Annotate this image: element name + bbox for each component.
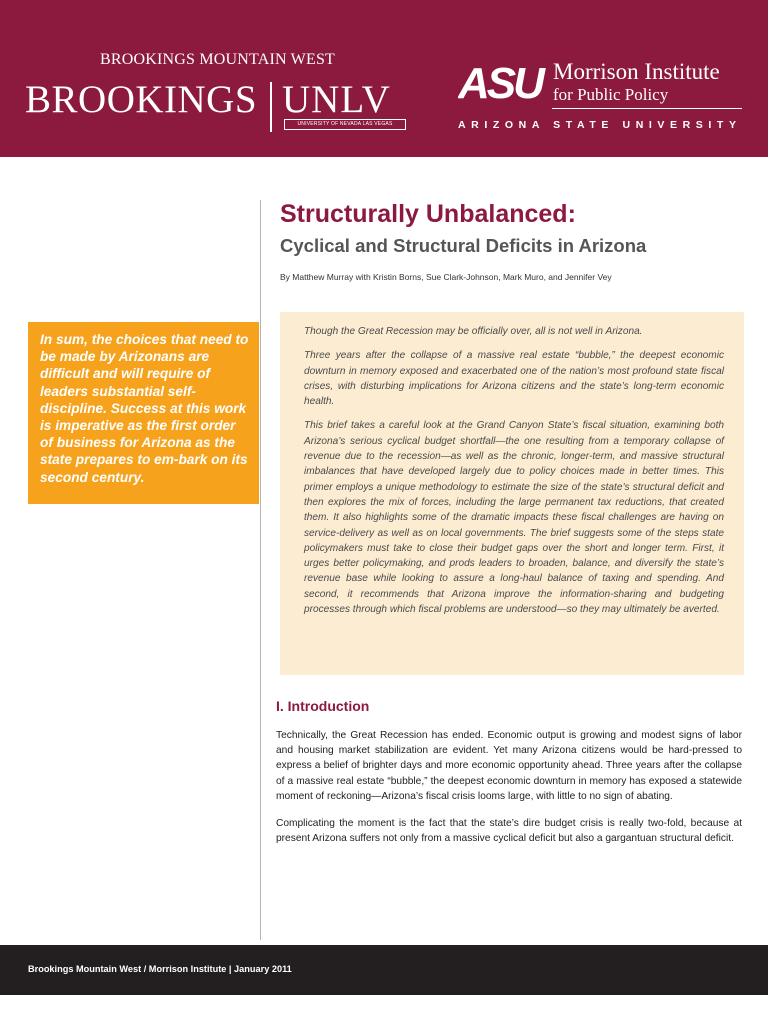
header-rule <box>552 108 742 109</box>
arizona-state-university-label: ARIZONA STATE UNIVERSITY <box>458 119 742 131</box>
page-subtitle: Cyclical and Structural Deficits in Arizona <box>280 235 647 256</box>
asu-logo-icon <box>458 60 546 104</box>
asu-logo-lettering: ASU <box>458 60 542 104</box>
introduction-body <box>276 728 742 858</box>
footer-citation: Brookings Mountain West / Morrison Institute | January 2011 <box>28 964 292 974</box>
morrison-institute-title: Morrison Institute <box>553 59 720 84</box>
brookings-logo-text: BROOKINGS <box>25 78 258 121</box>
author-byline: By Matthew Murray with Kristin Borns, Sue Clark-Johnson, Mark Muro, and Jennifer Vey <box>280 272 612 282</box>
unlv-subtitle: UNIVERSITY OF NEVADA LAS VEGAS <box>284 119 406 130</box>
header-divider <box>270 82 272 132</box>
pull-quote-callout: In sum, the choices that need to be made by Arizonans are difficult and will require of leaders substantial self-discipline. Success at this work is imperative as the first order of business for Arizona as the state prepares to em-bark on its second century. <box>28 322 259 504</box>
summary-paragraph: This brief takes a careful look at the Grand Canyon State’s fiscal situation, examining both Arizona’s serious cyclical budget shortfall—the one resulting from a temporary collapse of revenue due to the recession—as well as the chronic, longer-term, and massive structural imbalances that have developed largely due to policy choices made in better times. This primer employs a unique methodology to estimate the size of the state’s structural deficit and then explores the mix of forces, including the large permanent tax reductions, that created them. It also highlights some of the dramatic impacts these fiscal challenges are having on service-delivery as well as on local governments. The brief suggests some of the steps state policymakers must take to close their budget gaps over the short and longer term. First, it urges better policymaking, and prods leaders to broaden, balance, and diversify the state’s revenue base while looking to assure a long-haul balance of taxing and spending. And second, it recommends that Arizona improve the information-sharing and budgeting processes through which fiscal problems are understood—so they may ultimately be averted. <box>304 420 724 616</box>
body-paragraph: Technically, the Great Recession has ended. Economic output is growing and modest signs of labor and housing market stabilization are evident. Yet many Arizona citizens would be hard-pressed to express a belief of brighter days and more economic opportunity ahead. Three years after the collapse of a massive real estate “bubble,” the deepest economic downturn in memory has exposed a statewide moment of reckoning—Arizona’s fiscal crisis looms large, with little to no sign of abating. <box>276 730 742 802</box>
summary-paragraph: Three years after the collapse of a massive real estate “bubble,” the deepest economic downturn in memory exposed and exacerbated one of the nation’s most profound state fiscal crises, with disturbing implications for Arizona citizens and the state’s long-term economic health. <box>304 350 724 408</box>
brookings-mountain-west-label: BROOKINGS MOUNTAIN WEST <box>100 51 336 68</box>
body-paragraph: Complicating the moment is the fact that the state’s dire budget crisis is really two-fold, because at present Arizona suffers not only from a massive cyclical deficit but also a gargantuan structural deficit. <box>276 818 742 845</box>
summary-paragraph: Though the Great Recession may be officially over, all is not well in Arizona. <box>304 326 643 337</box>
header-band <box>0 0 768 157</box>
summary-box <box>280 312 744 675</box>
footer-bar <box>0 945 768 995</box>
morrison-institute-subtitle: for Public Policy <box>553 85 669 104</box>
column-divider <box>260 200 261 940</box>
page-title: Structurally Unbalanced: <box>280 200 576 228</box>
section-heading-introduction: I. Introduction <box>276 698 370 714</box>
unlv-logo-text: UNLV <box>282 78 391 121</box>
